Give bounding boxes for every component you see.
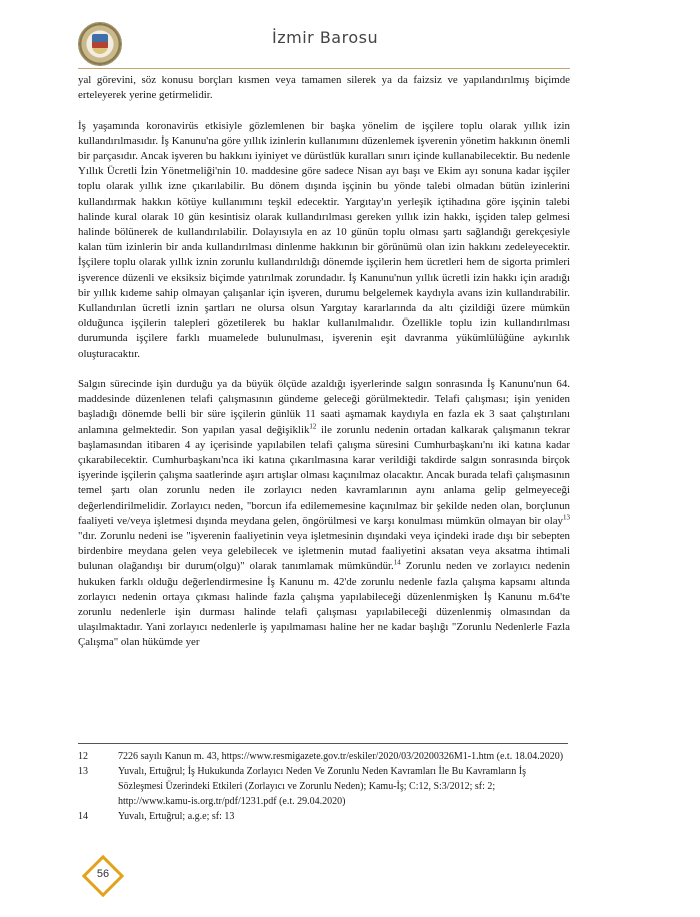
page-number: 56 [96, 868, 110, 880]
footnote-text[interactable]: Yuvalı, Ertuğrul; İş Hukukunda Zorlayıcı Neden Ve Zorunlu Neden Kavramları İle Bu Kavramların İş Sözleşmesi Üzerindeki Etkileri (Zorlayıcı ve Zorunlu Neden); Kamu-İş; C:12, S:3/2012; sf: 2; http://www.kamu-is.org.tr/pdf/1231.pdf (e.t. 29.04.2020) [118, 766, 527, 807]
footnote-ref-14[interactable]: 14 [393, 558, 401, 567]
paragraph-3-part-2: ile zorunlu nedenin ortadan kalkarak çalışmanın tekrar başlamasından itibaren 4 ay içerisinde yapılabilen telafi çalışma süresini Cumhurbaşkanı'nı iki katına kadar çıkarabilecektir. Cumhurbaşkanı'nca iki katına çıkarılmasına karar verildiği takdirde salgın sonrasında birçok işyerinde işçilerin çalışma saatlerinde aşırı artışlar olması kaçınılmaz olacaktır. Ancak burada telafi çalışmasının temel şartı olan zorunlu neden ile zorlayıcı neden kavramlarının aynı anlama gelip gelmeyeceği değerlendirilmelidir. Zorlayıcı neden, "borcun ifa edilememesine kaçınılmaz bir şekilde neden olan, borçlunun faaliyeti ve/veya işletmesi dışında meydana gelen, öngörülmesi ve karşı konulması mümkün olmayan bir olay [78, 423, 571, 527]
paragraph-3-part-4: Zorunlu neden ve zorlayıcı nedenin hukuken farklı olduğu değerlendirmesine İş Kanunu m. 42'de zorunlu nedenle fazla çalışma kapsamı altında zorlayıcı nedenin ortaya çıkması halinde fazla çalışma yapılabileceği düzenlenmişken İş Kanunu m.64'te zorunlu nedenlerle işin durması halinde telafi çalışması yapılabileceği düzenlenmiş olmasından da ulaşılmaktadır. Yani zorlayıcı nedenlerle iş yapılmaması haline her ne kadar başlığı "Zorunlu Nedenlerle Fazla Çalışma" olan hükümde yer [78, 560, 570, 649]
logo-shield-icon [92, 34, 108, 54]
footnote-text: Yuvalı, Ertuğrul; a.g.e; sf: 13 [118, 811, 235, 822]
paragraph-1: yal görevini, söz konusu borçları kısmen veya tamamen silerek ya da faizsiz ve yapılandırılmış biçimde erteleyerek yerine getirmelidir. [78, 74, 570, 102]
bar-association-logo [78, 22, 122, 66]
footnote-ref-12[interactable]: 12 [309, 422, 317, 431]
footnotes [78, 749, 568, 824]
footnote-12 [78, 749, 568, 764]
paragraph-3-part-3: "dır. Zorunlu nedeni ise "işverenin faaliyetinin veya işletmesinin dışındaki veya içindeki irade dışı bir sebepten birdenbire meydana gelen veya gelebilecek ve işletmenin mutad faaliyetini aksatan veya aksatma ihtimali bulunan olağandışı bir durum(olgu)" olarak tanımlamak mümkündür. [78, 530, 570, 573]
paragraph-2: İş yaşamında koronavirüs etkisiyle gözlemlenen bir başka yönelim de işçilere toplu olarak yıllık izin kullandırılmasıdır. İş Kanunu'na göre yıllık izinlerin kullanımını düzenlemek işverenin yönetim hakkının önemli bir parçasıdır. Ancak işveren bu hakkını iyiniyet ve dürüstlük kuralları sınırı içinde kullanabilecektir. Bu nedenle Yıllık Ücretli İzin Yönetmeliği'nin 10. maddesine göre sadece Nisan ayı başı ve Ekim ayı sonuna kadar işçiler toplu olarak yıllık izne çıkarılabilir. Bu dönem dışında işçinin bu yönde talebi olmadan bütün izinlerini kullandırmak hakkın kötüye kullanımını teşkil edecektir. Yargıtay'ın yerleşik içtihadına göre işçinin talebi halinde kural olarak 10 gün kesintisiz olarak kullandırılması gereken yıllık izin hakkı, işçiden talep gelmesi halinde bölünerek de kullandırılabilir. Dolayısıyla en az 10 günün toplu olması şartı sağlandığı gerekçesiyle kalan tüm izinlerin bir anda kullandırılması dinlenme hakkının bir görünümü olan izin hakkını zedeleyecektir. İşçilere toplu olarak yıllık iznin zorunlu kullandırıldığı dönemde işçilerin hem ücretleri hem de sigorta primleri işverence düzenli ve eksiksiz biçimde yatırılmak zorundadır. İş Kanunu'nun yıllık ücretli izin hakkı için aradığı bir yıllık kıdeme sahip olmayan çalışanlar için işveren, durumu belgelemek kaydıyla avans izin kullandırabilir. Kullandırılan ücretli iznin şartları ne olursa olsun Yargıtay kararlarında da altı çizildiği üzere mümkün olduğunca işçilerin talepleri gözetilerek bu haklar kullanılmalıdır. Özellikle toplu izin kullandırılması durumunda işçilere farklı muamelede bulunulması, işverenin eşit davranma yükümlülüğüne aykırılık oluşturacaktır. [78, 119, 570, 360]
footnote-ref-13[interactable]: 13 [563, 513, 570, 522]
paragraph-3-part-1: Salgın sürecinde işin durduğu ya da büyük ölçüde azaldığı işyerlerinde salgın sonrasında İş Kanunu'nun 64. maddesinde düzenlenen telafi çalışmasının gündeme geleceği görülmektedir. Telafi çalışması; işin yeniden başladığı dönemde belli bir süre işçilerin günlük 11 saati aşmamak kaydıyla en fazla ek 3 saat çalıştırılanı anlamına gelmektedir. Son yapılan yasal değişiklik [78, 378, 570, 436]
header-title: İzmir Barosu [272, 28, 379, 47]
footnote-text[interactable]: 7226 sayılı Kanun m. 43, https://www.resmigazete.gov.tr/eskiler/2020/03/20200326M1-1.htm (e.t. 18.04.2020) [118, 751, 564, 762]
paragraph-3 [78, 377, 570, 651]
footnote-divider [78, 743, 568, 744]
page-header [0, 0, 700, 75]
footnote-number: 14 [78, 811, 88, 822]
header-divider [78, 68, 570, 69]
body-text [78, 73, 570, 666]
page-number-badge [80, 853, 126, 899]
footnote-number: 13 [78, 766, 88, 777]
footnote-14 [78, 809, 568, 824]
footnote-13 [78, 764, 568, 809]
footnote-number: 12 [78, 751, 88, 762]
